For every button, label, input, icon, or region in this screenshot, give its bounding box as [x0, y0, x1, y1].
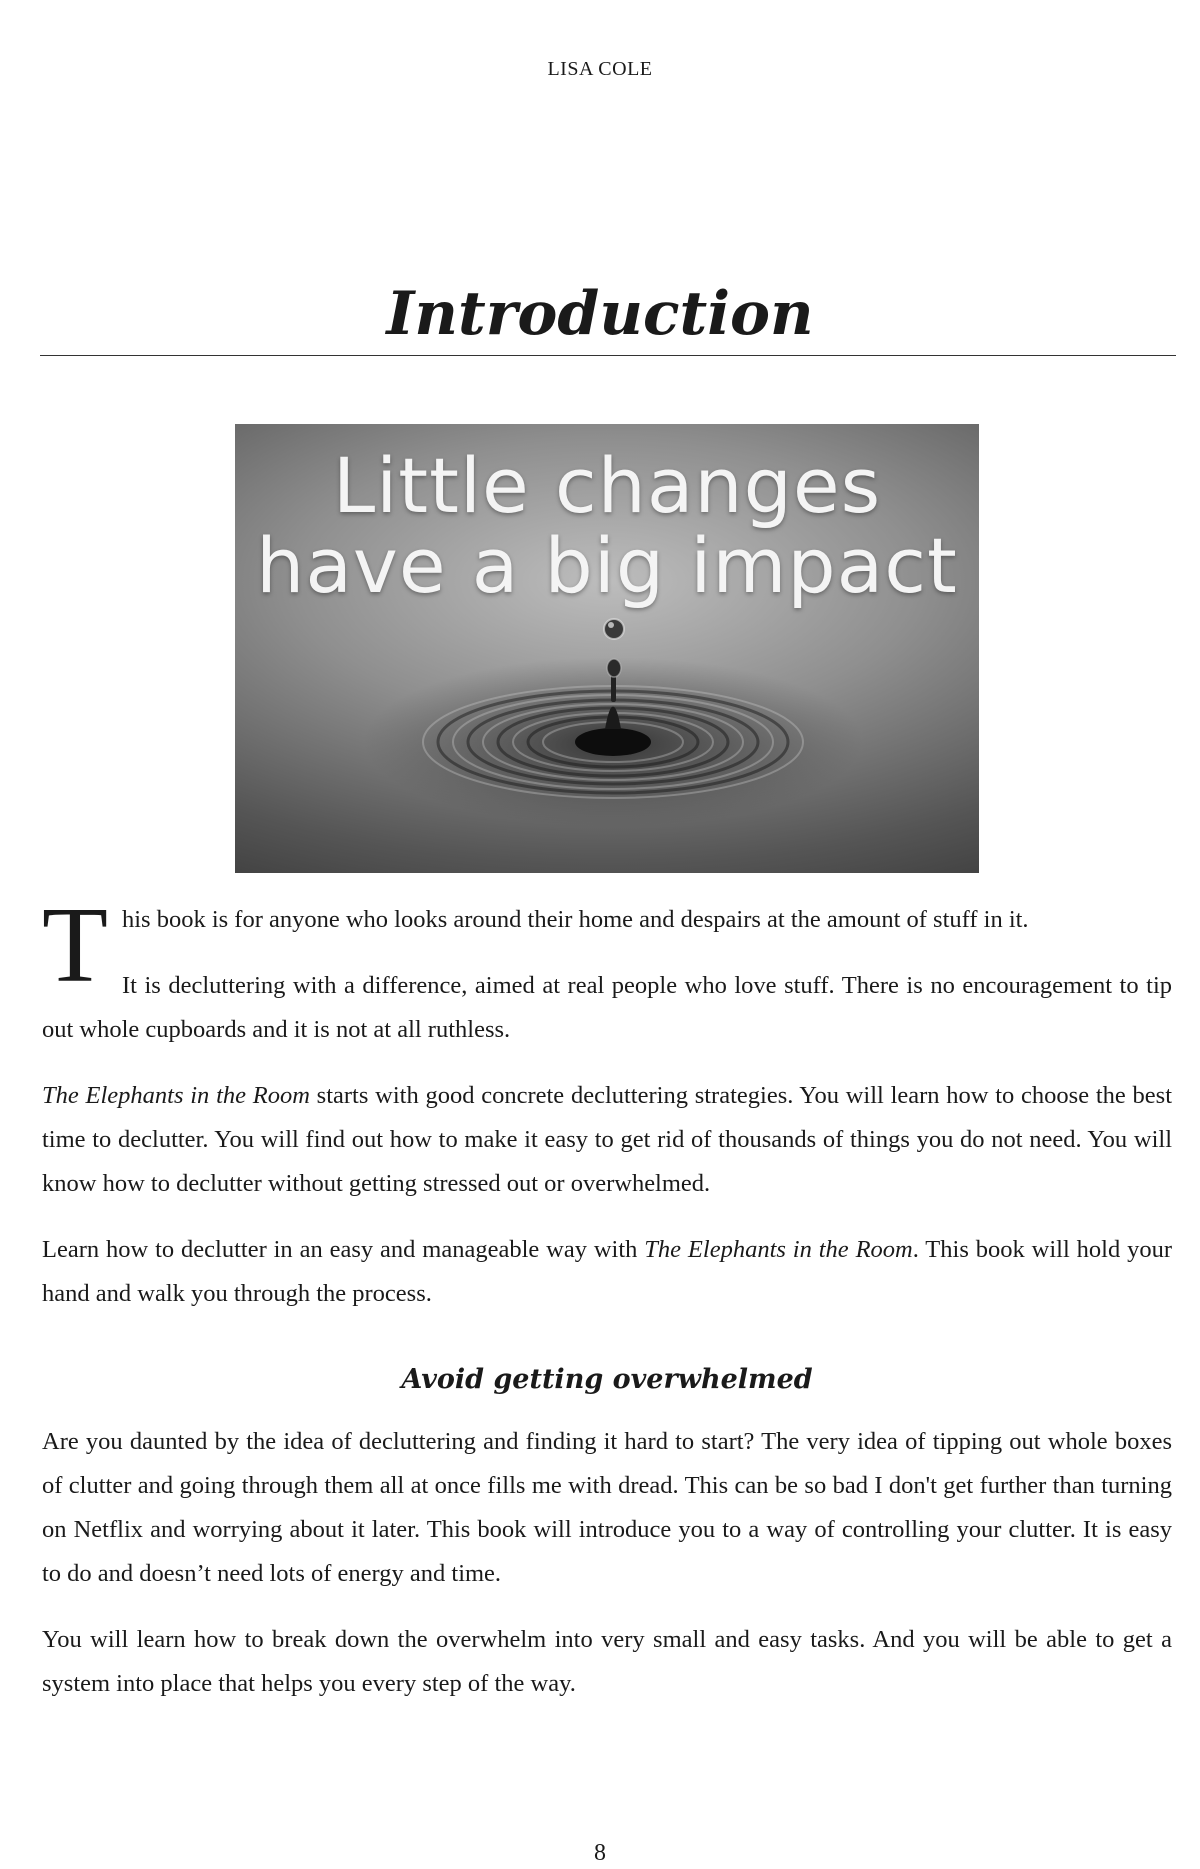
book-title: The Elephants in the Room: [644, 1236, 913, 1263]
drop-cap: T: [42, 886, 108, 1005]
title-rule: [40, 355, 1176, 356]
page-number: 8: [594, 1840, 606, 1866]
water-drop-image: [235, 424, 979, 873]
body-text: [42, 886, 1172, 1728]
running-head-author: LISA COLE: [547, 58, 653, 80]
intro-paragraph-1: [42, 886, 1172, 1005]
section-heading: Avoid getting overwhelmed: [401, 1364, 813, 1395]
intro-paragraph-4-start: Learn how to declutter in an easy and manageable way with: [42, 1236, 645, 1263]
intro-paragraph-4: [42, 1228, 1172, 1316]
section-paragraph-1: Are you daunted by the idea of decluttering and finding it hard to start? The very idea of tipping out whole boxes of clutter and going through them all at once fills me with dread. This can be so bad I don't get further than turning on Netflix and worrying about it later. This book will introduce you to a way of controlling your clutter. It is easy to do and doesn’t need lots of energy and time.: [42, 1428, 1172, 1587]
intro-paragraph-4-end: . This book will hold your hand and walk you through the process.: [42, 1236, 1172, 1307]
section-paragraph-2: You will learn how to break down the overwhelm into very small and easy tasks. And you will be able to get a system into place that helps you every step of the way.: [42, 1626, 1172, 1697]
intro-paragraph-3-text: starts with good concrete decluttering strategies. You will learn how to choose the best time to declutter. You will find out how to make it easy to get rid of thousands of things you do not need. You will know how to declutter without getting stressed out or overwhelmed.: [42, 1082, 1172, 1197]
intro-paragraph-2: It is decluttering with a difference, aimed at real people who love stuff. There is no encouragement to tip out whole cupboards and it is not at all ruthless.: [42, 972, 1172, 1043]
book-title: The Elephants in the Room: [42, 1082, 310, 1109]
intro-paragraph-3: [42, 1074, 1172, 1206]
image-caption-line-1: Little changes: [332, 441, 882, 530]
image-caption-line-2: have a big impact: [256, 521, 958, 610]
intro-paragraph-1-text: his book is for anyone who looks around their home and despairs at the amount of stuff in it.: [121, 906, 1029, 933]
chapter-title: Introduction: [386, 279, 814, 349]
